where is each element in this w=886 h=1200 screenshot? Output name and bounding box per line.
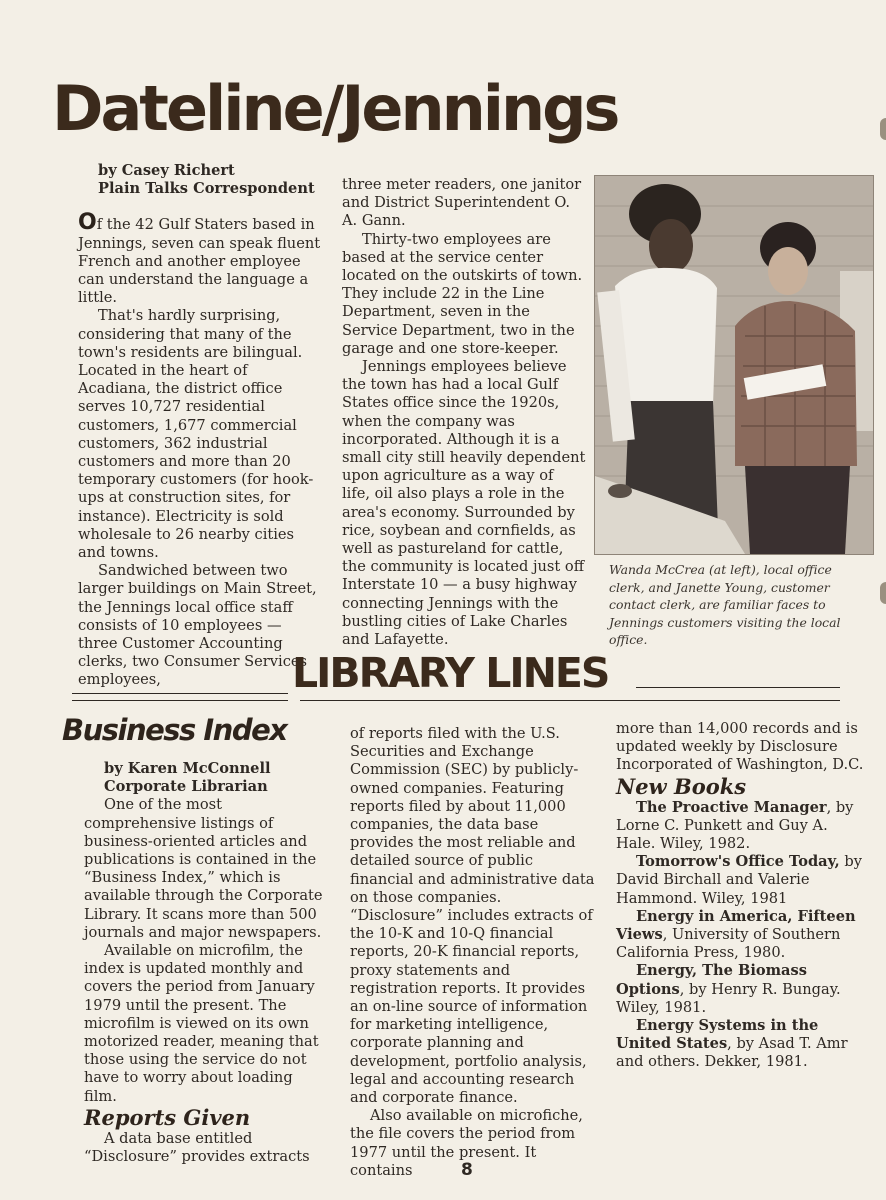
book-entry [616,853,866,908]
book-details: , by Henry R. Bungay. Wiley, 1981. [616,980,841,1016]
book-title: The Proactive Manager [636,798,827,816]
article2-paragraph: more than 14,000 records and is updated weekly by Disclosure Incorporated of Washington, D.C. [616,720,864,774]
binding-mark [880,582,886,604]
article2-column-3 [616,720,866,1072]
article2-byline-title: Corporate Librarian [104,778,268,796]
binding-mark [880,118,886,140]
article2-paragraph: Available on microfilm, the index is updated monthly and covers the period from January 1979 until the present. The microfilm is viewed on its own motorized reader, meaning that those using the service do not have to worry about loading film. [84,942,319,1105]
book-details: , by Lorne C. Punkett and Guy A. Hale. Wiley, 1982. [616,798,854,853]
book-details: by David Birchall and Valerie Hammond. Wiley, 1981 [616,853,862,907]
article1-paragraph: three meter readers, one janitor and District Superintendent O. A. Gann. [342,176,582,230]
article2-paragraph: One of the most comprehensive listings of business-oriented articles and publications is contained in the “Business Index,” which is available through the Corporate Library. It scans more than 500 journals and major newspapers. [84,796,323,941]
book-entry [616,908,866,963]
photo-caption: Wanda McCrea (at left), local office clerk, and Janette Young, customer contact clerk, are familiar faces to Jennings customers visiting the local office. [609,562,841,647]
office-staff-photo [594,175,874,555]
banner-rule-left [72,693,288,694]
new-books-subhead: New Books [616,773,747,799]
article2-column-1 [84,760,330,1166]
article1-paragraph: Sandwiched between two larger buildings on Main Street, the Jennings local office staff consists of 10 employees — three Customer Accounting clerks, two Consumer Services employees, [78,562,317,689]
reports-given-subhead: Reports Given [84,1104,251,1130]
article1-column-2 [342,176,586,649]
banner-rule-right-lower [300,700,840,701]
banner-rule-right [636,687,840,688]
article1-paragraph: Jennings employees believe the town has had a local Gulf States office since the 1920s, when the company was incorporated. Although it is a small city still heavily dependent upon agriculture as a way of life, oil also plays a role in the area's economy. Surrounded by rice, soybean and cornfields, as well as pastureland for cattle, the community is located just off Interstate 10 — a busy highway connecting Jennings with the bustling cities of Lake Charles and Lafayette. [342,358,586,649]
article2-byline-author: by Karen McConnell [104,760,271,777]
article1-byline-title: Plain Talks Correspondent [98,180,315,198]
article1-paragraph-text: f the 42 Gulf Staters based in Jennings, seven can speak fluent French and another employee can understand the language a little. [78,216,321,307]
article2-column-2 [350,725,598,1180]
book-details: , by Asad T. Amr and others. Dekker, 1981. [616,1035,848,1071]
article1-paragraph [78,210,322,307]
photo-illustration [595,176,873,554]
book-title: Energy in America, Fifteen Views [616,907,856,944]
article2-paragraph: of reports filed with the U.S. Securities and Exchange Commission (SEC) by publicly-owned companies. Featuring reports filed by about 11,000 companies, the data base provides the most reliable and detailed source of public financial and administrative data on those companies. “Disclosure” includes extracts of the 10-K and 10-Q financial reports, 20-K financial reports, proxy statements and registration reports. It provides an on-line source of information for marketing intelligence, corporate planning and development, portfolio analysis, legal and accounting research and corporate finance. [350,725,595,1107]
book-entry [616,962,866,1017]
book-entry [616,1017,866,1072]
article2-paragraph: A data base entitled “Disclosure” provides extracts [84,1129,310,1166]
masthead-title: Dateline/Jennings [52,72,618,145]
article1-paragraph: Thirty-two employees are based at the service center located on the outskirts of town. They include 22 in the Line Department, seven in the Service Department, two in the garage and one store-keeper. [342,230,583,357]
article2-paragraph: Also available on microfiche, the file covers the period from 1977 until the present. It contains [350,1107,583,1179]
business-index-title: Business Index [62,713,287,747]
book-entry [616,799,866,854]
article1-byline-author: by Casey Richert [98,162,235,179]
article1-paragraph: That's hardly surprising, considering that many of the town's residents are bilingual. Located in the heart of Acadiana, the district office serves 10,727 residential customers, 1,677 commercial customers, 362 industrial customers and more than 20 temporary customers (for hook-ups at construction sites, for instance). Electricity is sold wholesale to 26 nearby cities and towns. [78,307,314,562]
page-number: 8 [461,1160,473,1180]
book-details: , University of Southern California Press, 1980. [616,926,841,962]
library-lines-banner: LIBRARY LINES [292,649,609,697]
banner-rule-left-lower [72,700,288,701]
article1-column-1 [78,162,322,690]
drop-cap: O [78,210,97,236]
book-title: Energy, The Biomass Options [616,962,807,998]
book-title: Tomorrow's Office Today, [636,853,840,871]
book-title: Energy Systems in the United States [616,1017,819,1053]
